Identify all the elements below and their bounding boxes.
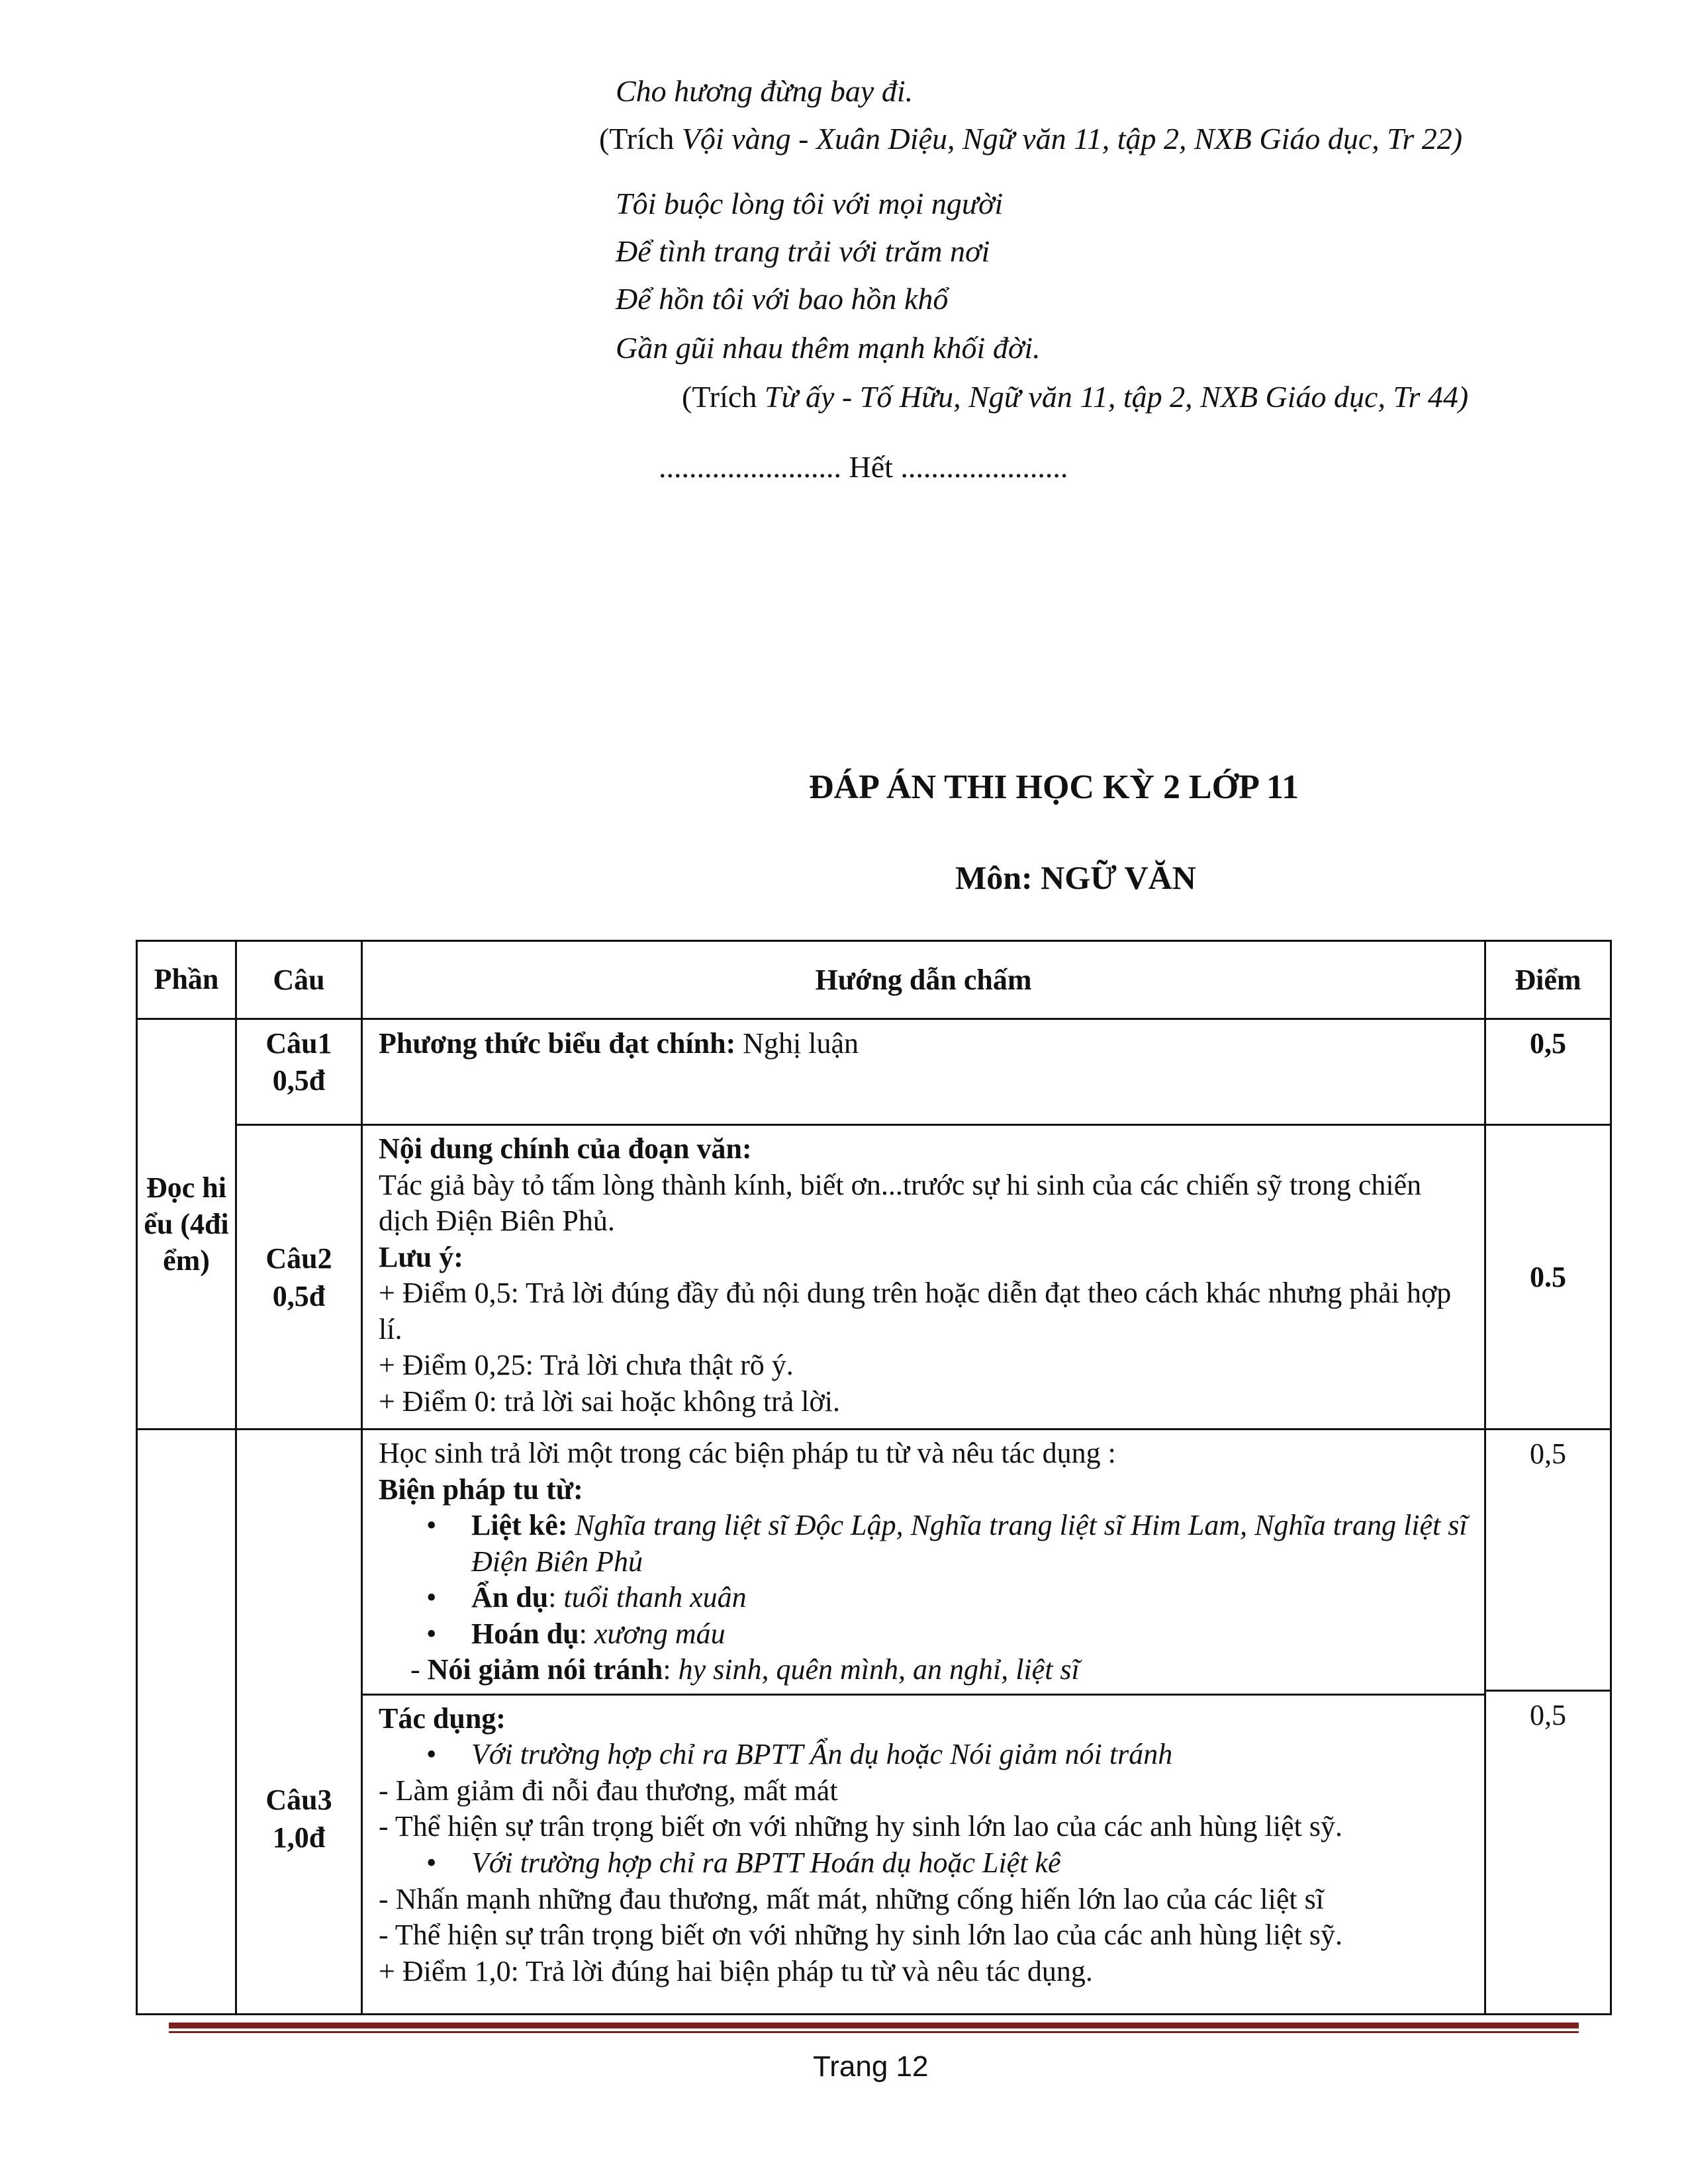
q3-label-cell xyxy=(236,1430,362,2015)
q2-label: Câu2 xyxy=(265,1242,332,1275)
q3-intro: Học sinh trả lời một trong các biện pháp tu từ và nêu tác dụng : xyxy=(379,1437,1116,1469)
q1-score: 0,5 xyxy=(1485,1019,1611,1125)
case-text: Với trường hợp chỉ ra BPTT Hoán dụ hoặc Liệt kê xyxy=(471,1846,1061,1880)
table-row-q2 xyxy=(137,1125,1611,1430)
q3-guide xyxy=(362,1430,1485,2015)
header-guide: Hướng dẫn chấm xyxy=(362,941,1485,1019)
poem1-last-line: Cho hương đừng bay đi. xyxy=(616,74,914,108)
bullet-icon: • xyxy=(426,1846,437,1880)
q1-text: Nghị luận xyxy=(735,1027,859,1060)
poem2-line-1: Tôi buộc lòng tôi với mọi người xyxy=(616,187,1004,220)
end-marker: ........................ Hết ...................... xyxy=(659,450,1068,484)
q1-heading: Phương thức biểu đạt chính: xyxy=(379,1027,736,1060)
poem2-line-4: Gần gũi nhau thêm mạnh khối đời. xyxy=(616,331,1041,365)
poem2-citation xyxy=(682,380,1468,415)
device-term: Liệt kê: xyxy=(471,1509,568,1542)
q1-guide xyxy=(362,1019,1485,1125)
header-phan: Phần xyxy=(137,941,236,1019)
q3-case1-line-2: - Thể hiện sự trân trọng biết ơn với những hy sinh lớn lao của các anh hùng liệt sỹ. xyxy=(379,1810,1342,1843)
q2-guide xyxy=(362,1125,1485,1430)
q3-case-1 xyxy=(379,1737,1468,1773)
q3-case2-line-3: + Điểm 1,0: Trả lời đúng hai biện pháp tu từ và nêu tác dụng. xyxy=(379,1954,1093,1987)
footer-rule-thick xyxy=(169,2023,1579,2028)
subject-title: Môn: NGỮ VĂN xyxy=(955,859,1196,896)
device-term: Hoán dụ xyxy=(471,1617,579,1650)
bullet-icon: • xyxy=(426,1738,437,1771)
poem2-line-2: Để tình trang trải với trăm nơi xyxy=(616,234,990,268)
q3-device-1 xyxy=(379,1508,1468,1580)
q3-device-2: • Ẩn dụ: tuổi thanh xuân xyxy=(379,1580,1468,1616)
device-term: Nói giảm nói tránh xyxy=(427,1653,663,1686)
table-row-q1 xyxy=(137,1019,1611,1125)
q3-points: 1,0đ xyxy=(272,1821,326,1854)
poem2-line-3: Để hồn tôi với bao hồn khổ xyxy=(616,282,949,316)
q2-heading: Nội dung chính của đoạn văn: xyxy=(379,1132,752,1165)
q3-case2-line-2: - Thể hiện sự trân trọng biết ơn với những hy sinh lớn lao của các anh hùng liệt sỹ. xyxy=(379,1919,1342,1952)
footer-rule-thin xyxy=(169,2031,1579,2033)
poem1-citation xyxy=(599,122,1462,157)
section-continuation xyxy=(137,1430,236,2015)
q2-note-2: + Điểm 0,25: Trả lời chưa thật rõ ý. xyxy=(379,1349,794,1382)
device-example: tuổi thanh xuân xyxy=(563,1581,747,1614)
section-label xyxy=(137,1019,236,1430)
header-cau: Câu xyxy=(236,941,362,1019)
q3-case-2 xyxy=(379,1845,1468,1882)
device-example: hy sinh, quên mình, an nghỉ, liệt sĩ xyxy=(678,1653,1080,1686)
bullet-icon: • xyxy=(426,1617,437,1650)
q3-devices-heading: Biện pháp tu từ: xyxy=(379,1473,583,1506)
q3-score-1: 0,5 xyxy=(1530,1437,1566,1470)
grading-table xyxy=(136,940,1612,2015)
q3-case1-line-1: - Làm giảm đi nỗi đau thương, mất mát xyxy=(379,1774,838,1807)
table-header-row xyxy=(137,941,1611,1019)
page-number: Trang 12 xyxy=(813,2050,929,2083)
citation-source: Vội vàng - Xuân Diệu, Ngữ văn 11, tập 2, NXB Giáo dục, Tr 22) xyxy=(681,122,1463,156)
header-score: Điểm xyxy=(1485,941,1611,1019)
q1-label-cell xyxy=(236,1019,362,1125)
q2-score: 0.5 xyxy=(1485,1125,1611,1430)
q2-note-1: + Điểm 0,5: Trả lời đúng đầy đủ nội dung trên hoặc diễn đạt theo cách khác nhưng phải hợp lí. xyxy=(379,1277,1452,1345)
answer-title: ĐÁP ÁN THI HỌC KỲ 2 LỚP 11 xyxy=(809,768,1299,806)
q3-case2-line-1: - Nhấn mạnh những đau thương, mất mát, những cống hiến lớn lao của các liệt sĩ xyxy=(379,1882,1324,1915)
q2-note-3: + Điểm 0: trả lời sai hoặc không trả lời. xyxy=(379,1385,840,1418)
q1-label: Câu1 xyxy=(265,1027,332,1060)
citation-prefix: (Trích xyxy=(599,122,682,156)
citation-prefix: (Trích xyxy=(682,380,765,414)
row-divider xyxy=(363,1694,1484,1696)
q3-effect-heading: Tác dụng: xyxy=(379,1702,506,1735)
case-text: Với trường hợp chỉ ra BPTT Ẩn dụ hoặc Nói giảm nói tránh xyxy=(471,1738,1173,1771)
q3-score-2: 0,5 xyxy=(1530,1699,1566,1732)
citation-source: Từ ấy - Tố Hữu, Ngữ văn 11, tập 2, NXB Giáo dục, Tr 44) xyxy=(764,380,1469,414)
q2-points: 0,5đ xyxy=(272,1279,326,1312)
q1-points: 0,5đ xyxy=(272,1064,326,1097)
table-row-q3 xyxy=(137,1430,1611,2015)
q2-text: Tác giả bày tỏ tấm lòng thành kính, biết ơn...trước sự hi sinh của các chiến sỹ trong chiến dịch Điện Biên Phủ. xyxy=(379,1168,1422,1238)
bullet-icon: • xyxy=(426,1581,437,1614)
q3-label: Câu3 xyxy=(265,1784,332,1817)
device-example: Nghĩa trang liệt sĩ Độc Lập, Nghĩa trang liệt sĩ Him Lam, Nghĩa trang liệt sĩ Điện Biên Phủ xyxy=(471,1509,1468,1578)
q3-device-4: - Nói giảm nói tránh: hy sinh, quên mình, an nghỉ, liệt sĩ xyxy=(410,1653,1080,1686)
q2-label-cell xyxy=(236,1125,362,1430)
device-example: xương máu xyxy=(594,1617,726,1650)
q3-device-3: • Hoán dụ: xương máu xyxy=(379,1616,1468,1653)
row-divider xyxy=(1486,1690,1610,1692)
section-label-text: Đọc hiểu (4điểm) xyxy=(144,1171,229,1277)
device-term: Ẩn dụ xyxy=(471,1581,549,1614)
q3-score-cell xyxy=(1485,1430,1611,2015)
bullet-icon: • xyxy=(426,1509,437,1542)
q2-note-label: Lưu ý: xyxy=(379,1240,463,1273)
